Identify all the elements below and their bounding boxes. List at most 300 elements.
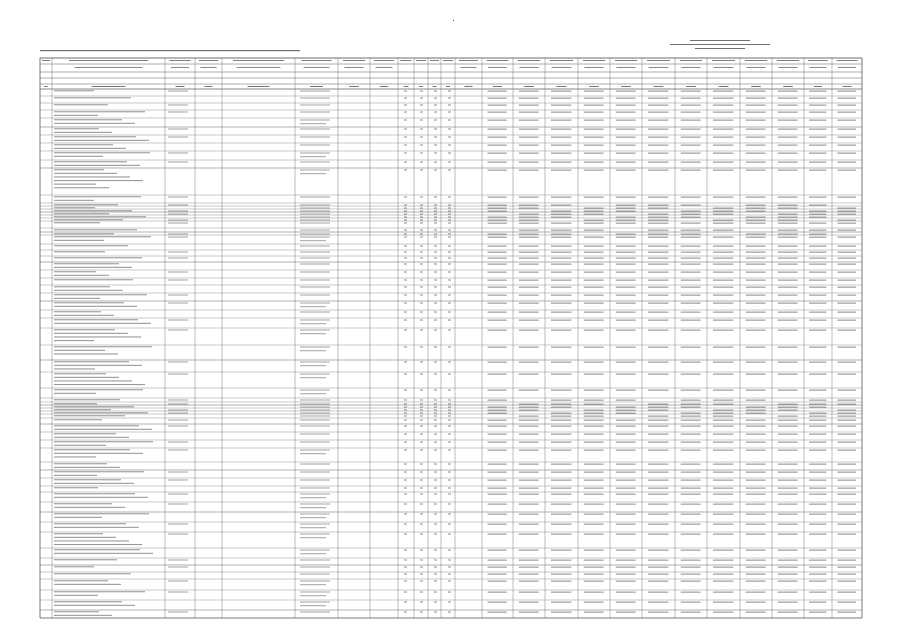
cell-text-placeholder [420,112,423,113]
cell-text-placeholder [519,280,539,281]
cell-text-placeholder [681,303,701,304]
cell-text-placeholder [648,137,668,138]
cell-text-placeholder [648,426,668,427]
cell-text-placeholder [746,524,766,525]
cell-text-placeholder [519,416,539,417]
cell-text-placeholder [54,595,98,596]
cell-text-placeholder [746,246,766,247]
cell-text-placeholder [713,602,733,603]
cell-text-placeholder [404,137,407,138]
cell-text-placeholder [434,472,437,473]
cell-text-placeholder [434,112,437,113]
cell-text-placeholder [404,86,409,87]
cell-text-placeholder [778,534,798,535]
cell-text-placeholder [488,612,507,613]
cell-text-placeholder [837,137,856,138]
cell-text-placeholder [648,464,668,465]
cell-text-placeholder [448,320,451,321]
cell-text-placeholder [778,404,798,405]
cell-text-placeholder [168,524,188,525]
cell-text-placeholder [434,287,437,288]
cell-text-placeholder [300,264,330,265]
cell-text-placeholder [300,98,330,99]
cell-text-placeholder [616,400,636,401]
cell-text-placeholder [648,480,668,481]
cell-text-placeholder [300,120,330,121]
cell-text-placeholder [404,330,407,331]
cell-text-placeholder [809,464,826,465]
cell-text-placeholder [551,464,571,465]
cell-text-placeholder [54,559,117,560]
cell-text-placeholder [809,258,826,259]
cell-text-placeholder [551,407,571,408]
cell-text-placeholder [54,184,96,185]
cell-text-placeholder [584,404,604,405]
cell-text-placeholder [809,162,826,163]
cell-text-placeholder [54,584,121,585]
cell-text-placeholder [713,246,733,247]
cell-text-placeholder [54,257,142,258]
cell-text-placeholder [304,67,330,68]
cell-text-placeholder [778,208,798,209]
cell-text-placeholder [300,584,326,585]
cell-text-placeholder [448,426,451,427]
cell-text-placeholder [300,105,330,106]
cell-text-placeholder [54,196,141,197]
cell-text-placeholder [837,362,856,363]
cell-text-placeholder [648,374,668,375]
cell-text-placeholder [746,464,766,465]
cell-text-placeholder [434,295,437,296]
cell-text-placeholder [584,534,604,535]
cell-text-placeholder [54,173,117,174]
cell-text-placeholder [778,560,798,561]
cell-text-placeholder [420,374,423,375]
cell-text-placeholder [54,336,141,337]
cell-text-placeholder [420,223,423,224]
cell-text-placeholder [448,211,451,212]
cell-text-placeholder [681,514,701,515]
cell-text-placeholder [746,330,766,331]
cell-text-placeholder [300,507,326,508]
cell-text-placeholder [681,197,701,198]
cell-text-placeholder [54,187,109,188]
cell-text-placeholder [621,86,631,87]
cell-text-placeholder [551,434,571,435]
cell-text-placeholder [809,420,826,421]
cell-text-placeholder [778,374,798,375]
cell-text-placeholder [54,445,106,446]
cell-text-placeholder [837,91,856,92]
cell-text-placeholder [168,205,188,206]
cell-text-placeholder [54,479,121,480]
cell-text-placeholder [519,230,539,231]
cell-text-placeholder [648,287,668,288]
cell-text-placeholder [648,330,668,331]
cell-text-placeholder [300,91,330,92]
cell-text-placeholder [420,252,423,253]
cell-text-placeholder [54,346,152,347]
cell-text-placeholder [589,86,599,87]
cell-text-placeholder [300,217,330,218]
cell-text-placeholder [551,112,571,113]
cell-text-placeholder [448,494,451,495]
cell-text-placeholder [713,220,733,221]
cell-text-placeholder [778,330,798,331]
cell-text-placeholder [746,504,766,505]
cell-text-placeholder [404,426,407,427]
cell-text-placeholder [448,295,451,296]
cell-text-placeholder [420,413,423,414]
cell-text-placeholder [837,145,856,146]
cell-text-placeholder [681,416,701,417]
cell-text-placeholder [746,205,766,206]
cell-text-placeholder [459,60,478,61]
cell-text-placeholder [420,602,423,603]
cell-text-placeholder [420,581,423,582]
cell-text-placeholder [783,86,793,87]
cell-text-placeholder [616,602,636,603]
cell-text-placeholder [448,234,451,235]
cell-text-placeholder [584,550,604,551]
cell-text-placeholder [808,60,828,61]
cell-text-placeholder [448,347,451,348]
cell-text-placeholder [809,105,826,106]
cell-text-placeholder [551,534,571,535]
cell-text-placeholder [448,105,451,106]
cell-text-placeholder [616,434,636,435]
cell-text-placeholder [233,60,284,61]
cell-text-placeholder [778,390,798,391]
cell-text-placeholder [809,287,826,288]
cell-text-placeholder [778,612,798,613]
cell-text-placeholder [434,434,437,435]
cell-text-placeholder [404,246,407,247]
cell-text-placeholder [809,197,826,198]
cell-text-placeholder [301,60,331,61]
cell-text-placeholder [519,450,539,451]
cell-text-placeholder [448,390,451,391]
cell-text-placeholder [616,120,636,121]
cell-text-placeholder [616,145,636,146]
cell-text-placeholder [778,320,798,321]
cell-text-placeholder [584,280,604,281]
cell-text-placeholder [404,252,407,253]
approval-stamp-text [695,48,745,49]
cell-text-placeholder [648,550,668,551]
cell-text-placeholder [778,237,798,238]
cell-text-placeholder [168,112,188,113]
cell-text-placeholder [778,223,798,224]
cell-text-placeholder [420,208,423,209]
cell-text-placeholder [837,197,856,198]
cell-text-placeholder [584,312,604,313]
cell-text-placeholder [404,217,407,218]
cell-text-placeholder [420,91,423,92]
cell-text-placeholder [519,612,539,613]
cell-text-placeholder [519,330,539,331]
cell-text-placeholder [616,312,636,313]
cell-text-placeholder [837,264,856,265]
cell-text-placeholder [746,217,766,218]
cell-text-placeholder [713,162,733,163]
cell-text-placeholder [488,550,507,551]
cell-text-placeholder [448,488,451,489]
cell-text-placeholder [746,153,766,154]
cell-text-placeholder [420,205,423,206]
cell-text-placeholder [420,480,423,481]
cell-text-placeholder [54,207,95,208]
cell-text-placeholder [168,472,188,473]
cell-text-placeholder [778,137,798,138]
cell-text-placeholder [778,602,798,603]
cell-text-placeholder [434,120,437,121]
cell-text-placeholder [434,214,437,215]
cell-text-placeholder [616,220,636,221]
cell-text-placeholder [616,560,636,561]
cell-text-placeholder [400,60,411,61]
cell-text-placeholder [551,390,571,391]
cell-text-placeholder [420,567,423,568]
cell-text-placeholder [551,237,571,238]
cell-text-placeholder [837,480,856,481]
cell-text-placeholder [584,220,604,221]
cell-text-placeholder [168,413,188,414]
cell-text-placeholder [837,550,856,551]
cell-text-placeholder [713,330,733,331]
cell-text-placeholder [434,91,437,92]
cell-text-placeholder [584,612,604,613]
cell-text-placeholder [300,550,330,551]
cell-text-placeholder [54,294,147,295]
cell-text-placeholder [584,602,604,603]
cell-text-placeholder [168,581,188,582]
cell-text-placeholder [778,426,798,427]
cell-text-placeholder [434,464,437,465]
cell-text-placeholder [524,86,534,87]
cell-text-placeholder [778,112,798,113]
cell-text-placeholder [488,217,507,218]
cell-text-placeholder [168,223,188,224]
cell-text-placeholder [200,67,216,68]
cell-text-placeholder [837,404,856,405]
cell-text-placeholder [778,105,798,106]
cell-text-placeholder [551,197,571,198]
cell-text-placeholder [448,534,451,535]
cell-text-placeholder [713,404,733,405]
cell-text-placeholder [746,98,766,99]
cell-text-placeholder [681,612,701,613]
cell-text-placeholder [746,592,766,593]
cell-text-placeholder [809,442,826,443]
cell-text-placeholder [300,426,330,427]
cell-text-placeholder [404,153,407,154]
cell-text-placeholder [746,320,766,321]
cell-text-placeholder [448,197,451,198]
cell-text-placeholder [434,592,437,593]
cell-text-placeholder [488,524,507,525]
cell-text-placeholder [584,91,604,92]
cell-text-placeholder [648,574,668,575]
cell-text-placeholder [584,230,604,231]
cell-text-placeholder [434,162,437,163]
cell-text-placeholder [584,567,604,568]
cell-text-placeholder [300,211,330,212]
cell-text-placeholder [448,480,451,481]
cell-text-placeholder [746,581,766,582]
cell-text-placeholder [713,390,733,391]
cell-text-placeholder [54,298,100,299]
cell-text-placeholder [837,567,856,568]
cell-text-placeholder [300,488,330,489]
cell-text-placeholder [713,258,733,259]
cell-text-placeholder [519,442,539,443]
cell-text-placeholder [519,404,539,405]
cell-text-placeholder [404,280,407,281]
cell-text-placeholder [420,214,423,215]
cell-text-placeholder [778,592,798,593]
cell-text-placeholder [519,374,539,375]
cell-text-placeholder [837,280,856,281]
cell-text-placeholder [778,480,798,481]
cell-text-placeholder [404,320,407,321]
cell-text-placeholder [778,197,798,198]
cell-text-placeholder [488,574,507,575]
cell-text-placeholder [420,612,423,613]
cell-text-placeholder [54,165,140,166]
cell-text-placeholder [681,504,701,505]
cell-text-placeholder [300,145,330,146]
cell-text-placeholder [616,550,636,551]
cell-text-placeholder [837,400,856,401]
cell-text-placeholder [404,91,407,92]
cell-text-placeholder [778,488,798,489]
cell-text-placeholder [493,86,502,87]
cell-text-placeholder [204,86,212,87]
cell-text-placeholder [404,205,407,206]
cell-text-placeholder [448,560,451,561]
cell-text-placeholder [54,399,120,400]
cell-text-placeholder [488,413,507,414]
cell-text-placeholder [814,86,822,87]
cell-text-placeholder [809,407,826,408]
cell-text-placeholder [488,197,507,198]
cell-text-placeholder [746,303,766,304]
cell-text-placeholder [168,197,188,198]
cell-text-placeholder [681,237,701,238]
cell-text-placeholder [404,197,407,198]
cell-text-placeholder [54,487,98,488]
cell-text-placeholder [713,450,733,451]
cell-text-placeholder [584,162,604,163]
cell-text-placeholder [519,272,539,273]
cell-text-placeholder [300,581,330,582]
cell-text-placeholder [448,129,451,130]
cell-text-placeholder [616,574,636,575]
cell-text-placeholder [488,514,507,515]
cell-text-placeholder [434,303,437,304]
cell-text-placeholder [681,320,701,321]
cell-text-placeholder [616,488,636,489]
cell-text-placeholder [168,211,188,212]
cell-text-placeholder [404,560,407,561]
cell-text-placeholder [616,347,636,348]
cell-text-placeholder [778,464,798,465]
cell-text-placeholder [648,91,668,92]
cell-text-placeholder [778,524,798,525]
cell-text-placeholder [778,120,798,121]
cell-text-placeholder [54,544,142,545]
cell-text-placeholder [616,472,636,473]
cell-text-placeholder [681,153,701,154]
cell-text-placeholder [420,420,423,421]
cell-text-placeholder [616,295,636,296]
cell-text-placeholder [300,390,330,391]
cell-text-placeholder [809,252,826,253]
cell-text-placeholder [681,488,701,489]
cell-text-placeholder [300,156,326,157]
cell-text-placeholder [300,320,330,321]
cell-text-placeholder [648,602,668,603]
cell-text-placeholder [648,524,668,525]
cell-text-placeholder [404,295,407,296]
cell-text-placeholder [448,410,451,411]
cell-text-placeholder [778,550,798,551]
cell-text-placeholder [448,413,451,414]
cell-text-placeholder [616,534,636,535]
cell-text-placeholder [837,450,856,451]
cell-text-placeholder [404,524,407,525]
cell-text-placeholder [809,574,826,575]
cell-text-placeholder [448,602,451,603]
cell-text-placeholder [778,407,798,408]
cell-text-placeholder [54,384,145,385]
cell-text-placeholder [778,410,798,411]
cell-text-placeholder [54,415,125,416]
cell-text-placeholder [404,390,407,391]
cell-text-placeholder [584,120,604,121]
cell-text-placeholder [404,504,407,505]
cell-text-placeholder [434,153,437,154]
cell-text-placeholder [778,170,798,171]
cell-text-placeholder [616,237,636,238]
cell-text-placeholder [519,129,539,130]
cell-text-placeholder [746,550,766,551]
cell-text-placeholder [551,374,571,375]
cell-text-placeholder [746,434,766,435]
cell-text-placeholder [300,602,330,603]
cell-text-placeholder [488,237,507,238]
cell-text-placeholder [746,347,766,348]
cell-text-placeholder [488,234,507,235]
cell-text-placeholder [584,434,604,435]
cell-text-placeholder [713,197,733,198]
cell-text-placeholder [519,504,539,505]
cell-text-placeholder [300,333,326,334]
cell-text-placeholder [551,105,571,106]
cell-text-placeholder [488,420,507,421]
cell-text-placeholder [54,463,107,464]
cell-text-placeholder [488,464,507,465]
cell-text-placeholder [54,140,149,141]
cell-text-placeholder [54,409,111,410]
cell-text-placeholder [778,514,798,515]
cell-text-placeholder [778,362,798,363]
cell-text-placeholder [54,229,137,230]
cell-text-placeholder [404,488,407,489]
cell-text-placeholder [616,442,636,443]
cell-text-placeholder [584,574,604,575]
